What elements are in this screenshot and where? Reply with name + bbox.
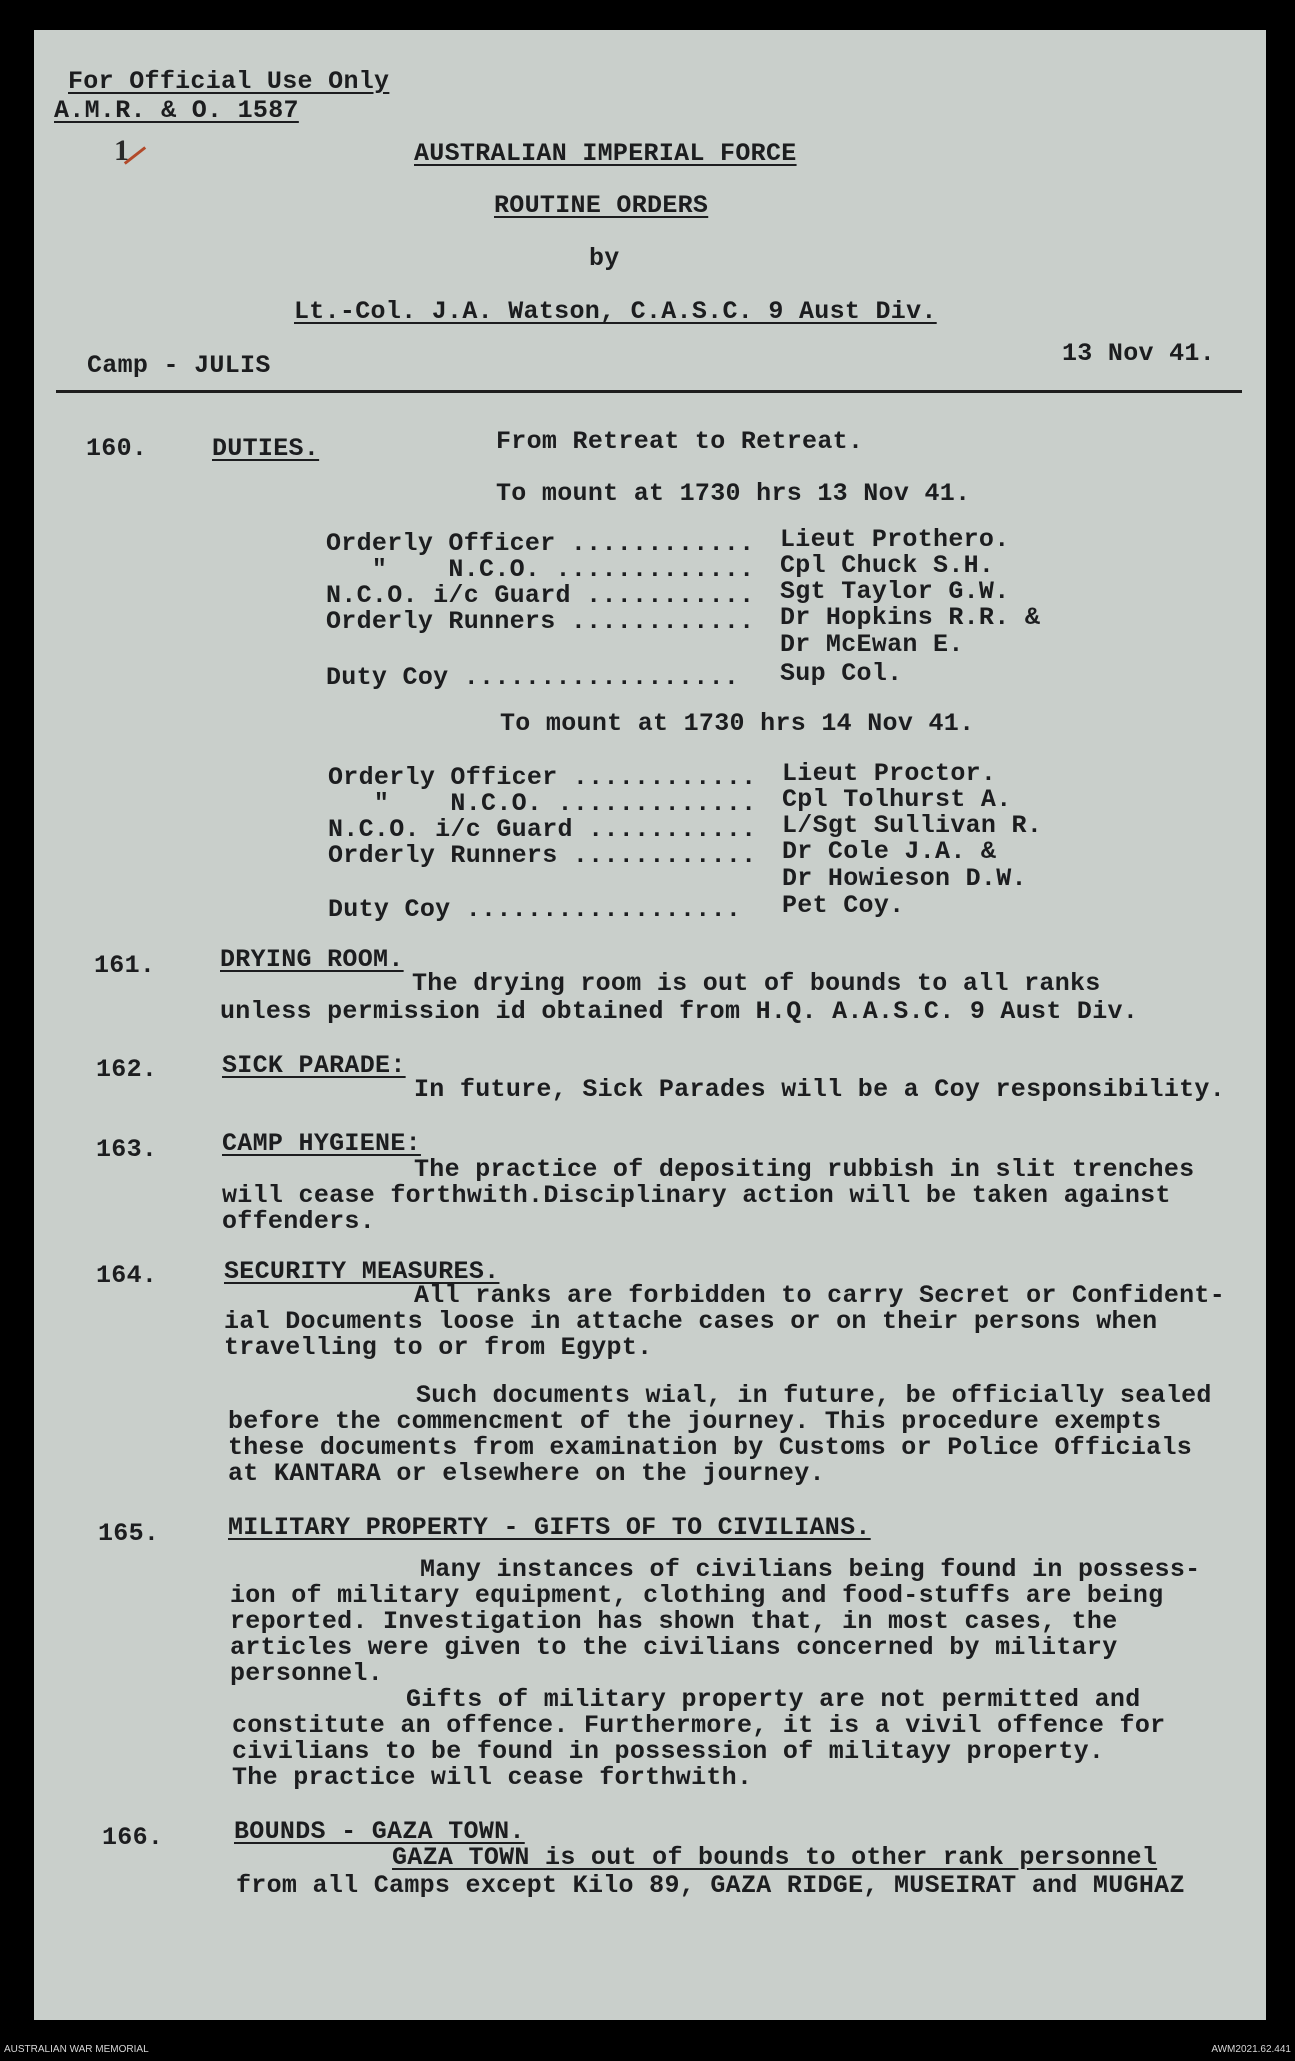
duty-heading-day1: To mount at 1730 hrs 13 Nov 41.: [496, 479, 971, 508]
order-text: constitute an offence. Furthermore, it is a vivil offence for: [232, 1711, 1166, 1740]
duty-heading-day2: To mount at 1730 hrs 14 Nov 41.: [500, 709, 975, 738]
order-text: from all Camps except Kilo 89, GAZA RIDGE, MUSEIRAT and MUGHAZ: [236, 1871, 1185, 1900]
order-title: SECURITY MEASURES.: [224, 1257, 500, 1286]
order-text: offenders.: [222, 1207, 376, 1236]
duty-role: Orderly Runners ............: [326, 607, 755, 636]
duty-role: N.C.O. i/c Guard ...........: [326, 581, 755, 610]
official-use-label: For Official Use Only: [68, 67, 390, 96]
order-number: 161.: [94, 951, 156, 980]
duty-period: From Retreat to Retreat.: [496, 427, 864, 456]
date-label: 13 Nov 41.: [1062, 339, 1216, 368]
order-text: at KANTARA or elsewhere on the journey.: [228, 1459, 825, 1488]
duty-name: Sup Col.: [780, 659, 903, 688]
duty-role: Orderly Officer ............: [328, 763, 757, 792]
order-text: ial Documents loose in attache cases or on their persons when: [224, 1307, 1158, 1336]
archive-id: AWM2021.62.441: [1211, 2044, 1291, 2055]
order-text: before the commencment of the journey. This procedure exempts: [228, 1407, 1162, 1436]
order-number: 162.: [96, 1055, 158, 1084]
duty-name: Sgt Taylor G.W.: [780, 577, 1010, 606]
order-number: 160.: [86, 434, 148, 463]
duty-name: Dr McEwan E.: [780, 630, 964, 659]
order-title: MILITARY PROPERTY - GIFTS OF TO CIVILIANS.: [228, 1513, 871, 1542]
order-text: The practice of depositing rubbish in slit trenches: [414, 1155, 1195, 1184]
duty-name: Lieut Proctor.: [782, 759, 997, 788]
force-title: AUSTRALIAN IMPERIAL FORCE: [414, 139, 797, 168]
duty-name: Dr Hopkins R.R. &: [780, 603, 1041, 632]
order-text: In future, Sick Parades will be a Coy responsibility.: [414, 1075, 1226, 1104]
order-number: 163.: [96, 1135, 158, 1164]
order-text: reported. Investigation has shown that, in most cases, the: [230, 1607, 1118, 1636]
document-page: [34, 30, 1266, 2020]
order-text: GAZA TOWN is out of bounds to other rank personnel: [392, 1843, 1158, 1872]
order-title: DRYING ROOM.: [220, 945, 404, 974]
order-title: BOUNDS - GAZA TOWN.: [234, 1817, 525, 1846]
order-number: 164.: [96, 1261, 158, 1290]
order-title: CAMP HYGIENE:: [222, 1129, 421, 1158]
doc-type-title: ROUTINE ORDERS: [494, 191, 709, 220]
duty-role: " N.C.O. .............: [328, 789, 757, 818]
order-text: personnel.: [230, 1659, 384, 1688]
duty-name: Cpl Tolhurst A.: [782, 785, 1012, 814]
order-text: All ranks are forbidden to carry Secret or Confident-: [414, 1281, 1226, 1310]
duty-name: Pet Coy.: [782, 891, 905, 920]
duty-name: Dr Howieson D.W.: [782, 864, 1027, 893]
duty-role: Duty Coy ..................: [328, 895, 742, 924]
order-text: The drying room is out of bounds to all ranks: [412, 969, 1101, 998]
order-text: Such documents wial, in future, be officially sealed: [416, 1381, 1212, 1410]
duty-role: " N.C.O. .............: [326, 555, 755, 584]
duty-role: Duty Coy ..................: [326, 663, 740, 692]
duty-name: L/Sgt Sullivan R.: [782, 811, 1043, 840]
order-text: Many instances of civilians being found in possess-: [420, 1555, 1201, 1584]
duty-role: N.C.O. i/c Guard ...........: [328, 815, 757, 844]
order-title: SICK PARADE:: [222, 1051, 406, 1080]
order-title: DUTIES.: [212, 434, 320, 463]
archive-credit: AUSTRALIAN WAR MEMORIAL: [4, 2044, 149, 2055]
duty-name: Cpl Chuck S.H.: [780, 551, 995, 580]
page-mark: 1: [114, 134, 129, 167]
duty-role: Orderly Officer ............: [326, 529, 755, 558]
reference-number: A.M.R. & O. 1587: [54, 96, 299, 125]
header-divider: [56, 390, 1242, 393]
order-text: Gifts of military property are not permitted and: [406, 1685, 1141, 1714]
order-text: these documents from examination by Customs or Police Officials: [228, 1433, 1193, 1462]
duty-name: Lieut Prothero.: [780, 525, 1010, 554]
order-text: articles were given to the civilians concerned by military: [230, 1633, 1118, 1662]
order-number: 165.: [98, 1519, 160, 1548]
camp-label: Camp - JULIS: [87, 351, 271, 380]
order-text: travelling to or from Egypt.: [224, 1333, 653, 1362]
duty-role: Orderly Runners ............: [328, 841, 757, 870]
order-text: The practice will cease forthwith.: [232, 1763, 753, 1792]
order-text: unless permission id obtained from H.Q. A.A.S.C. 9 Aust Div.: [220, 997, 1139, 1026]
order-text: will cease forthwith.Disciplinary action will be taken against: [222, 1181, 1171, 1210]
order-number: 166.: [102, 1823, 164, 1852]
duty-name: Dr Cole J.A. &: [782, 837, 997, 866]
order-text: ion of military equipment, clothing and food-stuffs are being: [230, 1581, 1164, 1610]
order-text: civilians to be found in possession of militayy property.: [232, 1737, 1105, 1766]
by-label: by: [589, 244, 620, 273]
author-line: Lt.-Col. J.A. Watson, C.A.S.C. 9 Aust Div.: [294, 297, 937, 326]
